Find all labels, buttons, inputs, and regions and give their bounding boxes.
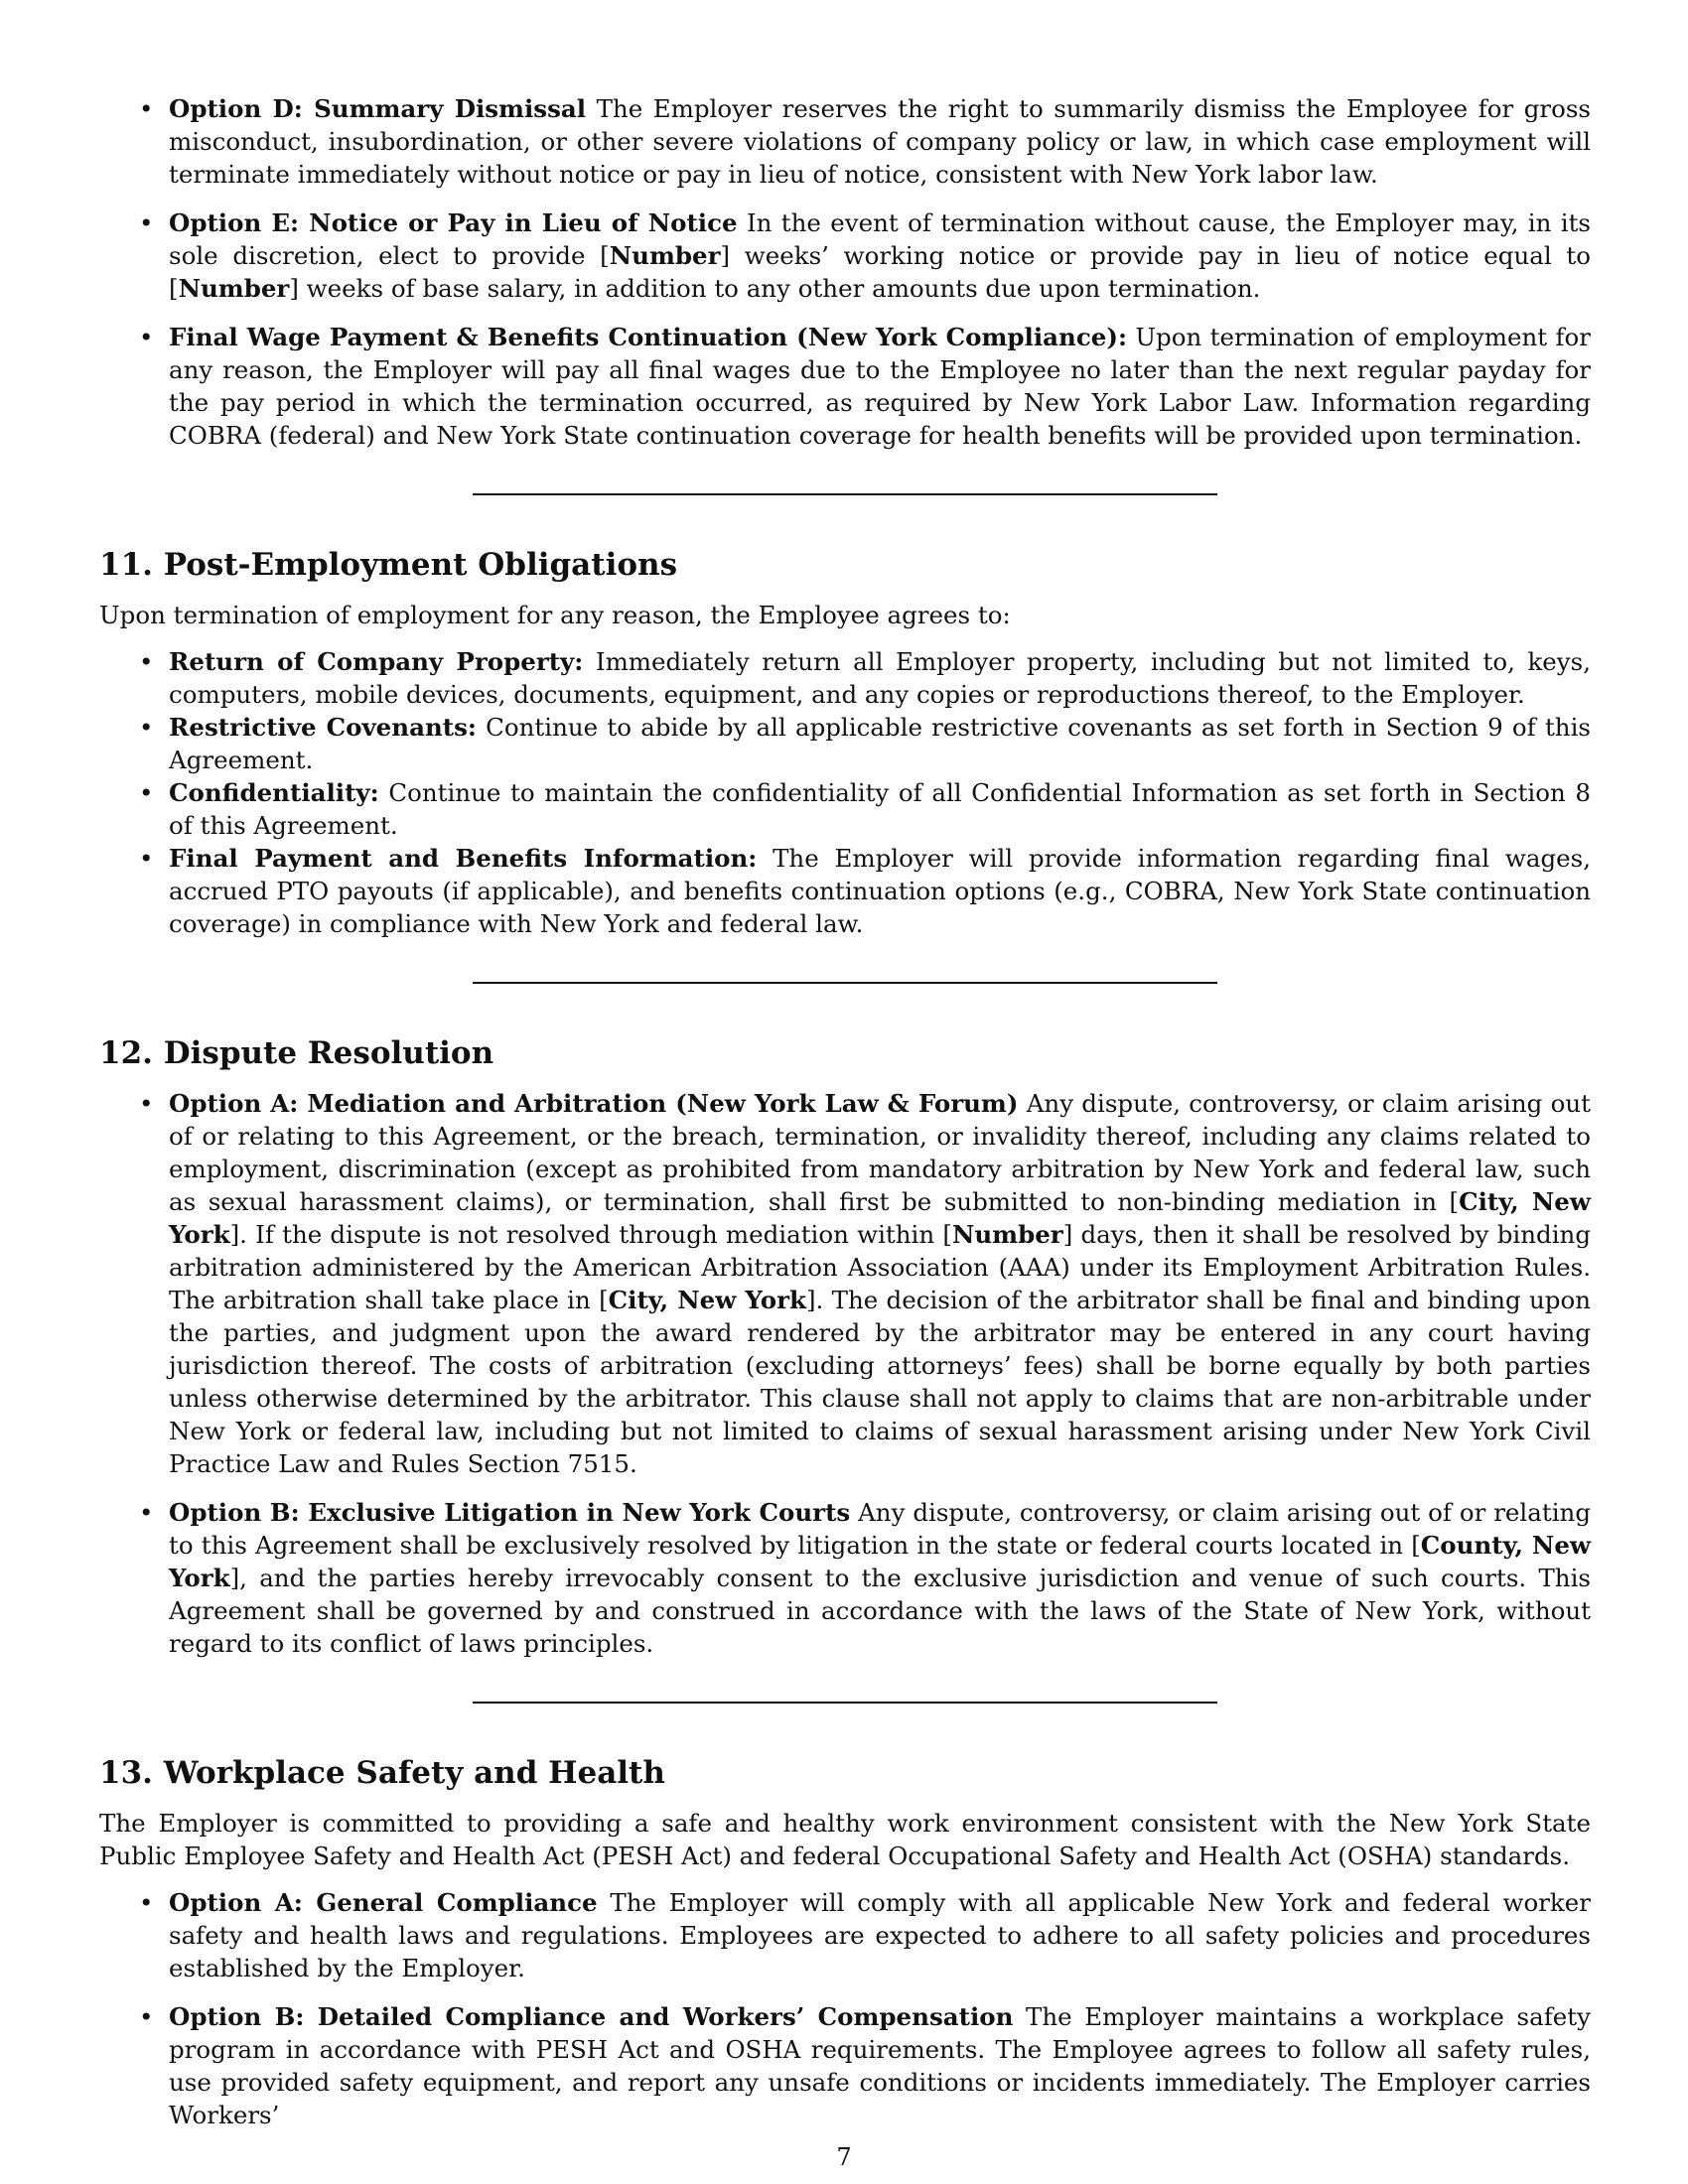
obligation-item	[169, 711, 1591, 776]
body-text: ], and the parties hereby irrevocably consent to the exclusive jurisdiction and venue of such courts. This Agreement shall be governed by and construed in accordance with the laws of the State of New York, without regard to its conflict of laws principles.	[169, 1564, 1591, 1658]
dispute-resolution-options-list	[99, 1087, 1591, 1660]
body-text: Upon termination of employment for any reason, the Employer will pay all final wages due to the Employee no later than the next regular payday for the pay period in which the termination occurred, as required by New York Labor Law. Information regarding COBRA (federal) and New York State continuation coverage for health benefits will be provided upon termination.	[169, 323, 1591, 450]
body-text: ]. The decision of the arbitrator shall be final and binding upon the parties, and judgment upon the award rendered by the arbitrator may be entered in any court having jurisdiction thereof. The costs of arbitration (excluding attorneys’ fees) shall be borne equally by both parties unless otherwise determined by the arbitrator. This clause shall not apply to claims that are non-arbitrable under New York or federal law, including but not limited to claims of sexual harassment arising under New York Civil Practice Law and Rules Section 7515.	[169, 1286, 1591, 1478]
bold-text: Option B: Exclusive Litigation in New York Courts	[169, 1498, 851, 1527]
page-number: 7	[836, 2143, 852, 2171]
section-11-heading: 11. Post-Employment Obligations	[99, 547, 678, 583]
bold-text: Option A: Mediation and Arbitration (New York Law & Forum)	[169, 1089, 1019, 1118]
body-text: Immediately return all Employer property, including but not limited to, keys, computers, mobile devices, documents, equipment, and any copies or reproductions thereof, to the Employer.	[169, 647, 1591, 709]
section-13-intro: The Employer is committed to providing a safe and healthy work environment consistent with the New York State Public Employee Safety and Health Act (PESH Act) and federal Occupational Safety and Health Act (OSHA) standards.	[99, 1809, 1591, 1870]
body-text: Continue to maintain the confidentiality of all Confidential Information as set forth in Section 8 of this Agreement.	[169, 778, 1591, 840]
bold-text: Return of Company Property:	[169, 647, 584, 676]
bold-text: Option D: Summary Dismissal	[169, 94, 587, 123]
bold-text: Final Wage Payment & Benefits Continuation (New York Compliance):	[169, 323, 1127, 351]
bold-text: Option A: General Compliance	[169, 1888, 598, 1917]
bold-text: Confidentiality:	[169, 778, 379, 807]
section-12-heading: 12. Dispute Resolution	[99, 1035, 494, 1071]
bold-text: City, New York	[169, 1187, 1591, 1249]
bold-text: Final Payment and Benefits Information:	[169, 844, 758, 873]
termination-option-item	[169, 206, 1591, 305]
section-11-intro: Upon termination of employment for any reason, the Employee agrees to:	[99, 601, 1011, 629]
section-13-heading: 13. Workplace Safety and Health	[99, 1755, 665, 1791]
body-text: ] weeks of base salary, in addition to any other amounts due upon termination.	[289, 274, 1261, 303]
body-text: ]. If the dispute is not resolved through mediation within [	[229, 1220, 952, 1249]
obligation-item	[169, 776, 1591, 842]
dispute-option-item	[169, 1087, 1591, 1480]
termination-option-item	[169, 92, 1591, 191]
body-text: The Employer reserves the right to summarily dismiss the Employee for gross misconduct, insubordination, or other severe violations of company policy or law, in which case employment will terminate immediately without notice or pay in lieu of notice, consistent with New York labor law.	[169, 94, 1591, 189]
obligation-item	[169, 842, 1591, 940]
section-divider	[473, 493, 1217, 495]
bold-text: Option B: Detailed Compliance and Workers’ Compensation	[169, 2002, 1014, 2031]
bold-text: Number	[609, 241, 721, 270]
bold-text: County, New York	[169, 1531, 1591, 1592]
termination-option-item	[169, 321, 1591, 452]
body-text: The Employer will comply with all applicable New York and federal worker safety and health laws and regulations. Employees are expected to adhere to all safety policies and procedures established by the Employer.	[169, 1888, 1591, 1982]
body-text: ] weeks’ working notice or provide pay in lieu of notice equal to [	[169, 241, 1592, 303]
bold-text: City, New York	[608, 1286, 806, 1314]
dispute-option-item	[169, 1496, 1591, 1660]
bold-text: Number	[951, 1220, 1063, 1249]
obligation-item	[169, 645, 1591, 711]
section-divider	[473, 982, 1217, 984]
termination-options-list	[99, 92, 1591, 452]
bold-text: Restrictive Covenants:	[169, 713, 477, 742]
body-text: Any dispute, controversy, or claim arising out of or relating to this Agreement shall be exclusively resolved by litigation in the state or federal courts located in [	[169, 1498, 1591, 1560]
body-text: ] days, then it shall be resolved by binding arbitration administered by the American Arbitration Association (AAA) under its Employment Arbitration Rules. The arbitration shall take place in [	[169, 1220, 1592, 1314]
safety-option-item	[169, 1886, 1591, 1984]
page-content	[99, 92, 1591, 2131]
body-text: The Employer maintains a workplace safety program in accordance with PESH Act and OSHA requirements. The Employee agrees to follow all safety rules, use provided safety equipment, and report any unsafe conditions or incidents immediately. The Employer carries Workers’	[169, 2002, 1591, 2129]
safety-options-list	[99, 1886, 1591, 2131]
section-divider	[473, 1702, 1217, 1704]
bold-text: Option E: Notice or Pay in Lieu of Notice	[169, 208, 738, 237]
bold-text: Number	[178, 274, 290, 303]
body-text: In the event of termination without cause, the Employer may, in its sole discretion, elect to provide [	[169, 208, 1592, 270]
safety-option-item	[169, 2000, 1591, 2131]
post-employment-obligations-list	[99, 645, 1591, 940]
body-text: Any dispute, controversy, or claim arising out of or relating to this Agreement, or the breach, termination, or invalidity thereof, including any claims related to employment, discrimination (except as prohibited from mandatory arbitration by New York and federal law, such as sexual harassment claims), or termination, shall first be submitted to non-binding mediation in [	[169, 1089, 1591, 1216]
body-text: The Employer will provide information regarding final wages, accrued PTO payouts (if applicable), and benefits continuation options (e.g., COBRA, New York State continuation coverage) in compliance with New York and federal law.	[169, 844, 1591, 938]
body-text: Continue to abide by all applicable restrictive covenants as set forth in Section 9 of this Agreement.	[169, 713, 1591, 774]
